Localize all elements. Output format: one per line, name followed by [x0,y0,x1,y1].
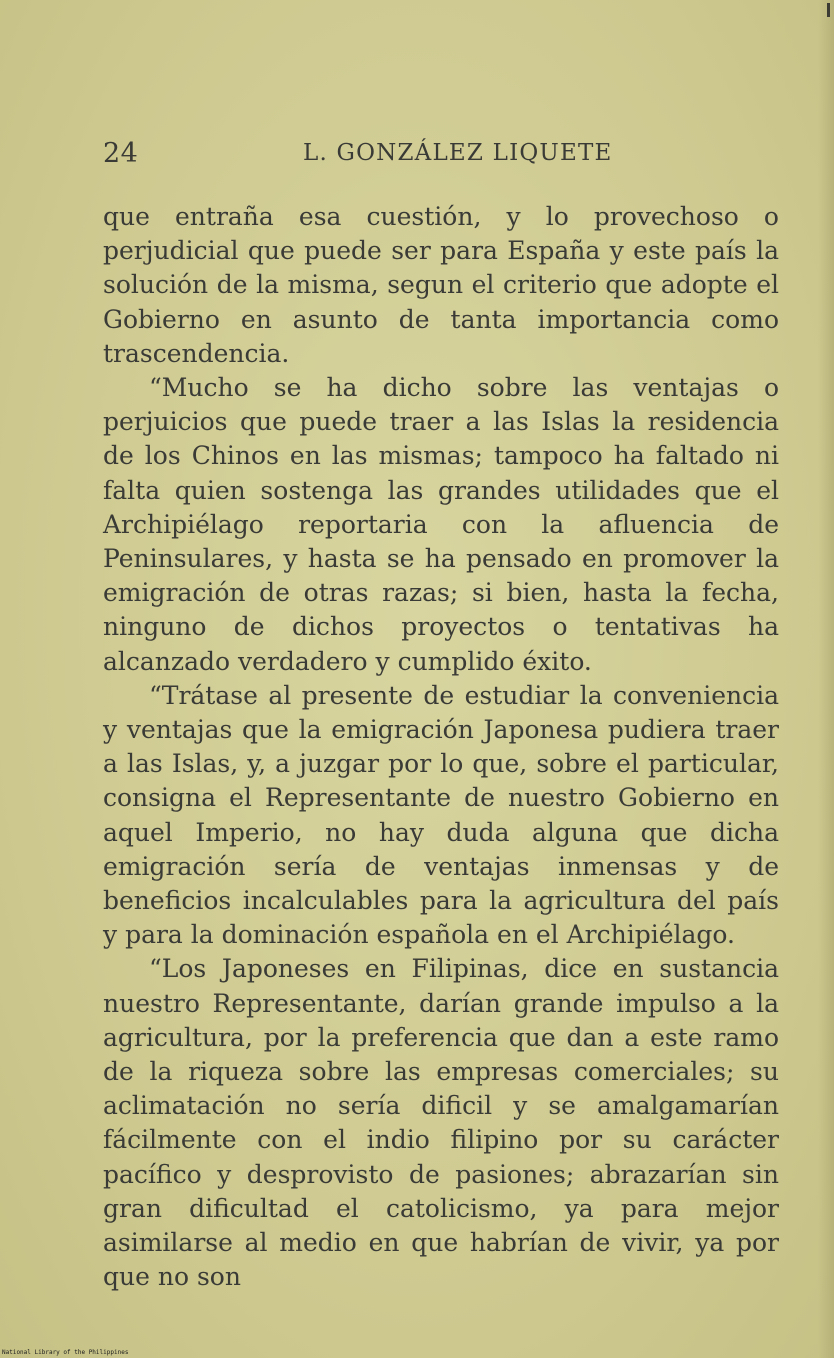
paragraph-1: que entraña esa cuestión, y lo provechoso o perjudicial que puede ser para España y este país la solución de la misma, segun el criterio que adopte el Gobierno en asunto de tanta importancia como trascendencia. [103,202,779,368]
running-head: L. GONZÁLEZ LIQUETE [303,140,613,166]
page-header [103,138,783,174]
body-text [103,200,779,1295]
paragraph-2: “Mucho se ha dicho sobre las ventajas o perjuicios que puede traer a las Islas la residencia de los Chinos en las mismas; tampoco ha faltado ni falta quien sostenga las grandes utilidades que el Archipiélago reportaria con la afluencia de Peninsulares, y hasta se ha pensado en promover la emigración de otras razas; si bien, hasta la fecha, ninguno de dichos proyectos o tentativas ha alcanzado verdadero y cumplido éxito. [103,373,779,676]
library-credit: National Library of the Philippines [2,1349,129,1356]
page-edge-shade [818,0,834,1358]
paragraph-4: “Los Japoneses en Filipinas, dice en sustancia nuestro Representante, darían grande impulso a la agricultura, por la preferencia que dan a este ramo de la riqueza sobre las empresas comerciales; su aclimatación no sería dificil y se amalgamarían fácilmente con el indio filipino por su carácter pacífico y desprovisto de pasiones; abrazarían sin gran dificultad el catolicismo, ya para mejor asimilarse al medio en que habrían de vivir, ya por que no son [103,954,779,1292]
edge-mark [827,3,830,17]
page-number: 24 [103,138,139,169]
paragraph-3: “Trátase al presente de estudiar la conveniencia y ventajas que la emigración Japonesa pudiera traer a las Islas, y, a juzgar por lo que, sobre el particular, consigna el Representante de nuestro Gobierno en aquel Imperio, no hay duda alguna que dicha emigración sería de ventajas inmensas y de beneficios incalculables para la agricultura del país y para la dominación española en el Archipiélago. [103,680,779,950]
